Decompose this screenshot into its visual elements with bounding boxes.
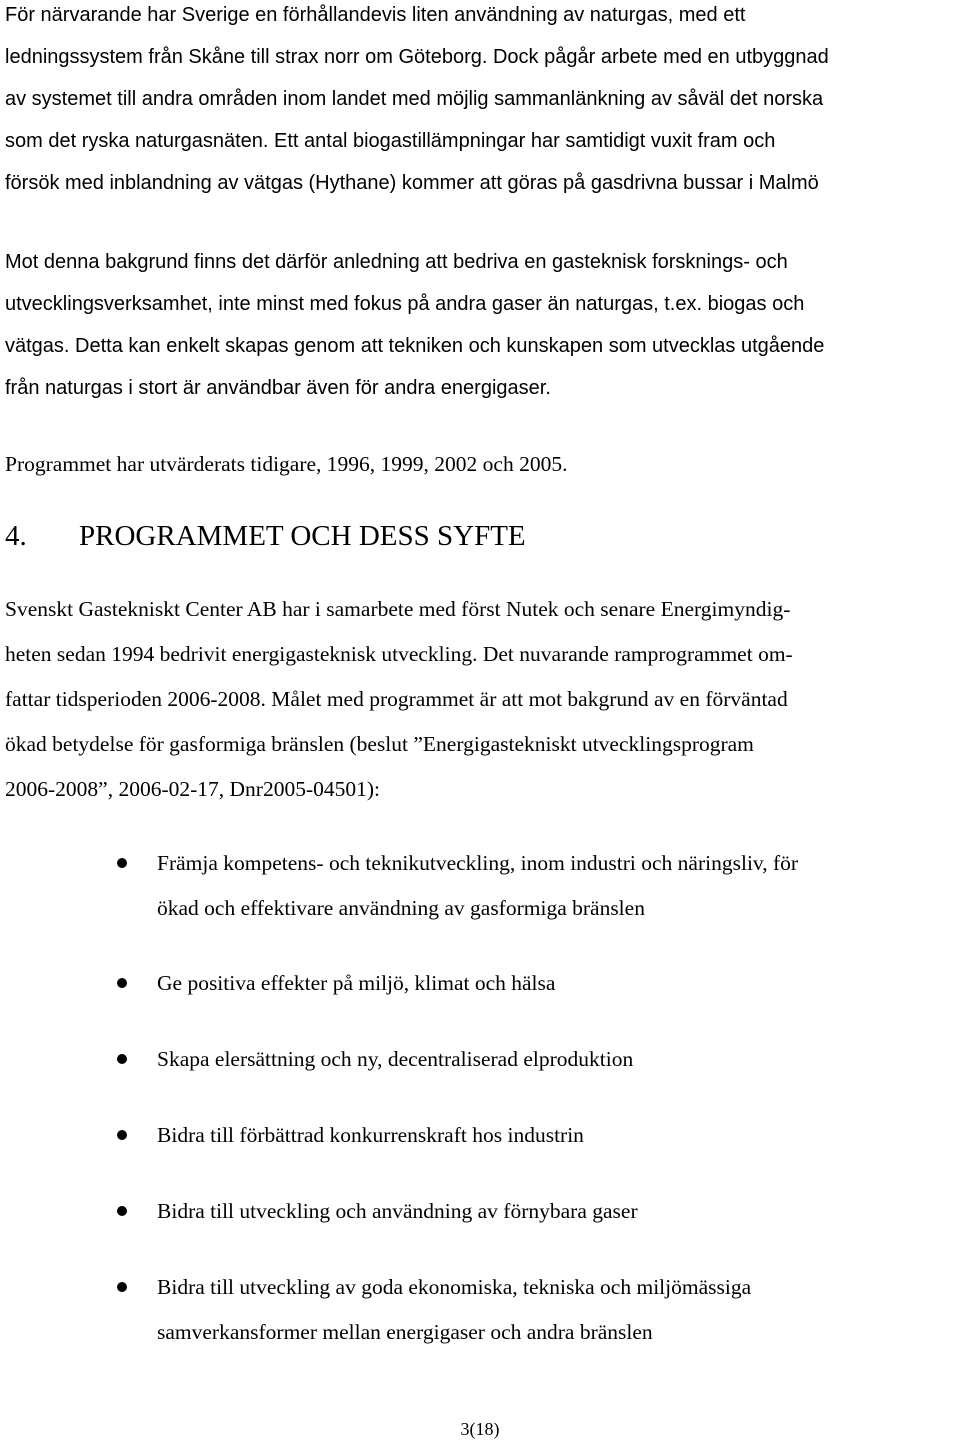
text-line: fattar tidsperioden 2006-2008. Målet med programmet är att mot bakgrund av en förväntad <box>5 687 788 711</box>
bullet-icon <box>117 978 127 988</box>
section-number: 4. <box>5 520 27 552</box>
text-line: vätgas. Detta kan enkelt skapas genom att tekniken och kunskapen som utvecklas utgående <box>5 335 825 357</box>
text-line: För närvarande har Sverige en förhållandevis liten användning av naturgas, med ett <box>5 4 746 26</box>
text-line: samverkansformer mellan energigaser och andra bränslen <box>157 1320 653 1344</box>
text-line: Bidra till förbättrad konkurrenskraft hos industrin <box>157 1123 584 1147</box>
text-line: Mot denna bakgrund finns det därför anledning att bedriva en gasteknisk forsknings- och <box>5 251 788 273</box>
section-title: PROGRAMMET OCH DESS SYFTE <box>79 520 526 552</box>
evaluation-line: Programmet har utvärderats tidigare, 1996, 1999, 2002 och 2005. <box>5 452 568 476</box>
text-line: Bidra till utveckling och användning av förnybara gaser <box>157 1199 638 1223</box>
text-line: Bidra till utveckling av goda ekonomiska, tekniska och miljömässiga <box>157 1275 752 1299</box>
text-line: 2006-2008”, 2006-02-17, Dnr2005-04501): <box>5 777 381 801</box>
text-line: från naturgas i stort är användbar även för andra energigaser. <box>5 377 551 399</box>
text-line: ökad och effektivare användning av gasformiga bränslen <box>157 896 645 920</box>
text-line: Svenskt Gastekniskt Center AB har i samarbete med först Nutek och senare Energimyndig- <box>5 597 791 621</box>
text-line: som det ryska naturgasnäten. Ett antal biogastillämpningar har samtidigt vuxit fram och <box>5 130 776 152</box>
text-line: försök med inblandning av vätgas (Hythane) kommer att göras på gasdrivna bussar i Malmö <box>5 172 819 194</box>
bullet-icon <box>117 1130 127 1140</box>
text-line: Främja kompetens- och teknikutveckling, inom industri och näringsliv, för <box>157 851 799 875</box>
intro-paragraph <box>5 0 829 204</box>
bullet-icon <box>117 858 127 868</box>
bullet-icon <box>117 1206 127 1216</box>
section-heading <box>5 516 526 556</box>
page-number: 3(18) <box>460 1419 500 1439</box>
bullet-icon <box>117 1282 127 1292</box>
text-line: Skapa elersättning och ny, decentraliserad elproduktion <box>157 1047 634 1071</box>
background-paragraph <box>5 241 824 409</box>
text-line: ledningssystem från Skåne till strax norr om Göteborg. Dock pågår arbete med en utbyggnad <box>5 46 829 68</box>
section-paragraph <box>5 587 793 812</box>
text-line: ökad betydelse för gasformiga bränslen (beslut ”Energigastekniskt utvecklingsprogram <box>5 732 754 756</box>
text-line: utvecklingsverksamhet, inte minst med fokus på andra gaser än naturgas, t.ex. biogas och <box>5 293 805 315</box>
bullet-icon <box>117 1054 127 1064</box>
text-line: heten sedan 1994 bedrivit energigasteknisk utveckling. Det nuvarande ramprogrammet om- <box>5 642 793 666</box>
text-line: Ge positiva effekter på miljö, klimat och hälsa <box>157 971 556 995</box>
text-line: av systemet till andra områden inom landet med möjlig sammanlänkning av såväl det norska <box>5 88 824 110</box>
